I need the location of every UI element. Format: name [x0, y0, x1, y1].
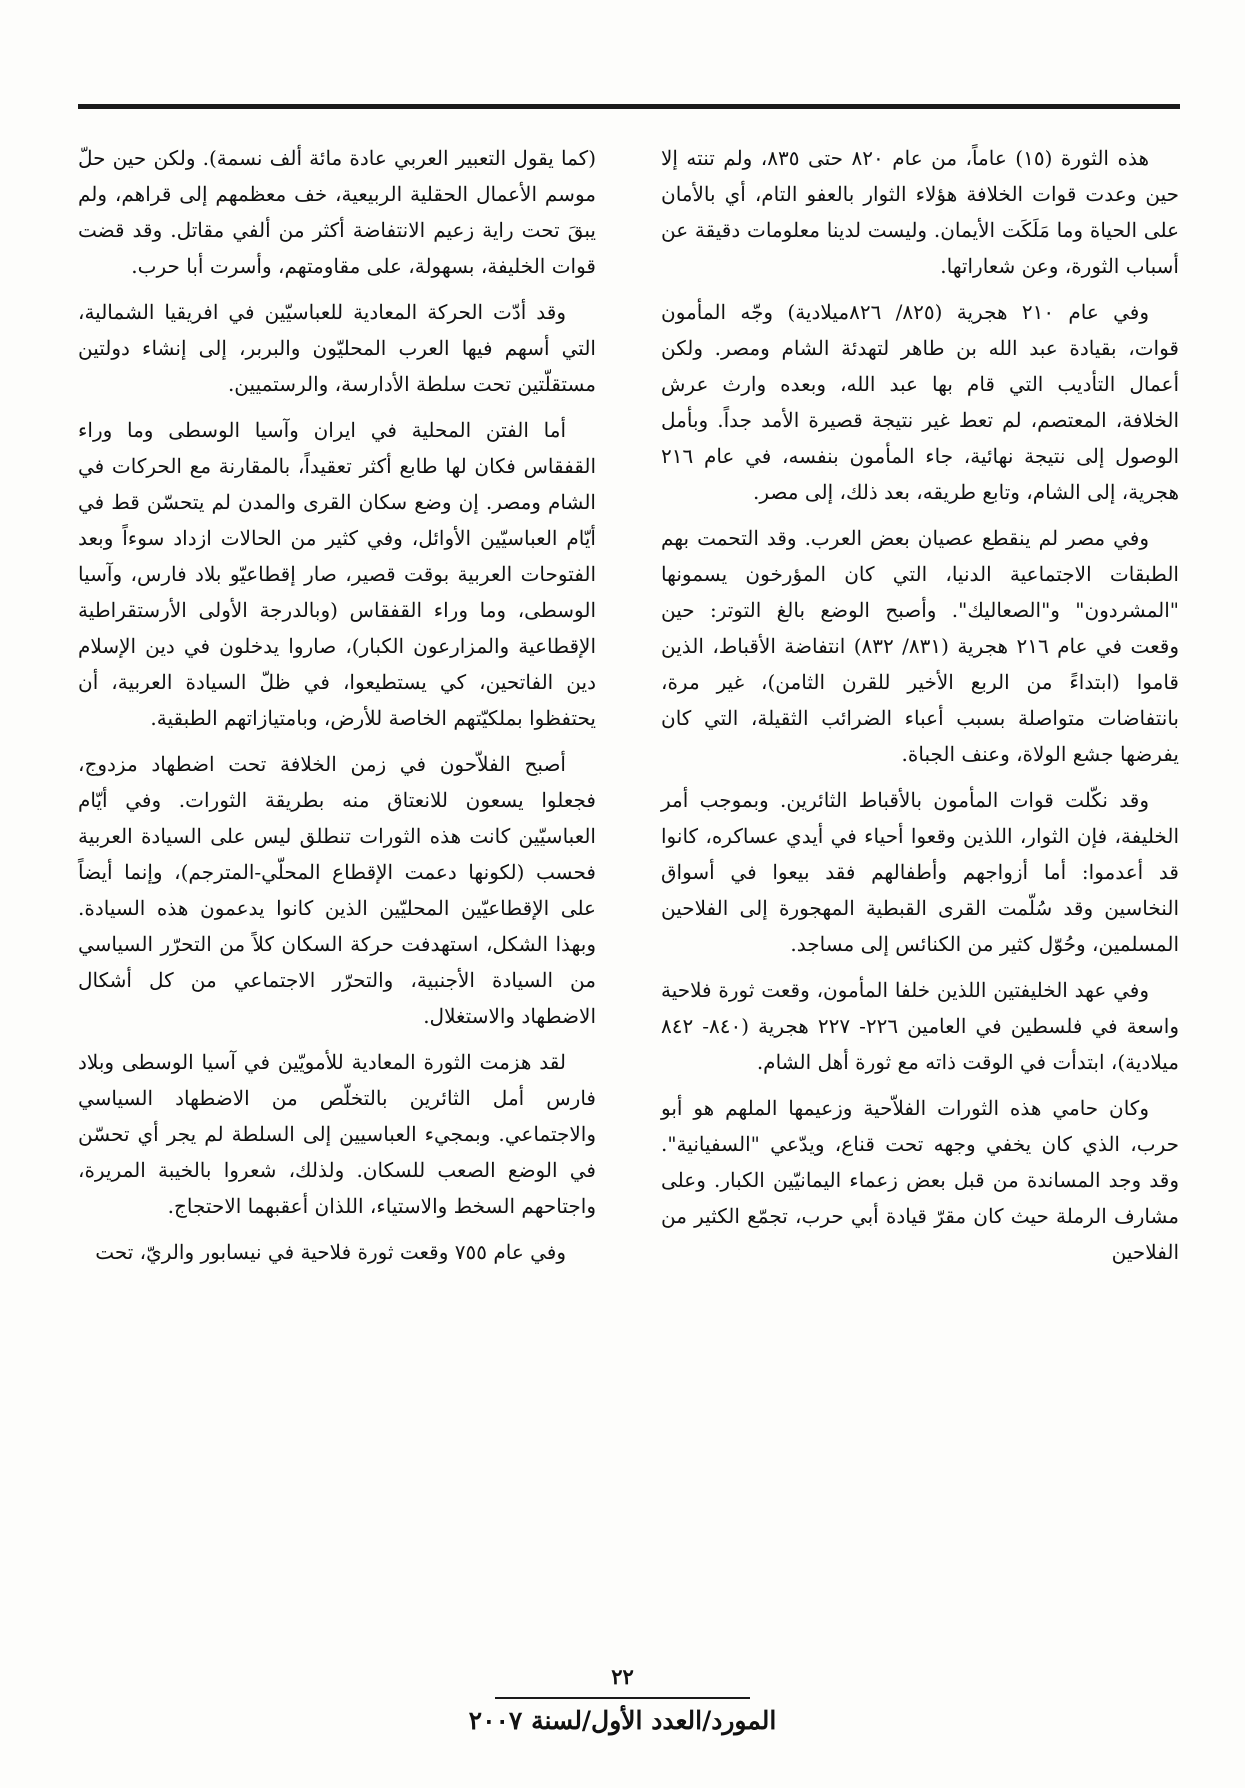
paragraph: أما الفتن المحلية في ايران وآسيا الوسطى وما وراء القفقاس فكان لها طابع أكثر تعقيداً، بالمقارنة مع الحركات في الشام ومصر. إن وضع سكان القرى والمدن لم يتحسّن قط في أيّام العباسيّين الأوائل، وفي كثير من الحالات ازداد سوءاً وبعد الفتوحات العربية بوقت قصير، صار إقطاعيّو بلاد فارس، وآسيا الوسطى، وما وراء القفقاس (وبالدرجة الأولى الأرستقراطية الإقطاعية والمزارعون الكبار)، صاروا يدخلون في دين الإسلام دين الفاتحين، كي يستطيعوا، في ظلّ السيادة العربية، أن يحتفظوا بملكيّتهم الخاصة للأرض، وبامتيازاتهم الطبقية.	[78, 418, 596, 730]
top-rule	[78, 104, 1180, 109]
paragraph: لقد هزمت الثورة المعادية للأمويّين في آسيا الوسطى وبلاد فارس أمل الثائرين بالتخلّص من الاضطهاد السياسي والاجتماعي. وبمجيء العباسيين إلى السلطة لم يجر أي تحسّن في الوضع الصعب للسكان. ولذلك، شعروا بالخيبة المريرة، واجتاحهم السخط والاستياء، اللذان أعقبهما الاحتجاج.	[78, 1050, 596, 1218]
paragraph: وفي عام ٧٥٥ وقعت ثورة فلاحية في نيسابور والريّ، تحت	[95, 1240, 566, 1264]
footer-rule	[495, 1697, 750, 1699]
paragraph: وقد نكّلت قوات المأمون بالأقباط الثائرين. وبموجب أمر الخليفة، فإن الثوار، اللذين وقعوا أحياء في أيدي عساكره، كانوا قد أعدموا: أما أزواجهم وأطفالهم فقد بيعوا في أسواق النخاسين وقد سُلّمت القرى القبطية المهجورة إلى الفلاحين المسلمين، وحُوّل كثير من الكنائس إلى مساجد.	[661, 788, 1179, 956]
paragraph: وكان حامي هذه الثورات الفلاّحية وزعيمها الملهم هو أبو حرب، الذي كان يخفي وجهه تحت قناع، ويدّعي "السفيانية". وقد وجد المساندة من قبل بعض زعماء اليمانيّين الكبار. وعلى مشارف الرملة حيث كان مقرّ قيادة أبي حرب، تجمّع الكثير من الفلاحين	[661, 1096, 1179, 1264]
paragraph: وقد أدّت الحركة المعادية للعباسيّين في افريقيا الشمالية، التي أسهم فيها العرب المحليّون والبربر، إلى إنشاء دولتين مستقلّتين تحت سلطة الأدارسة، والرستميين.	[78, 300, 596, 396]
paragraph: وفي عهد الخليفتين اللذين خلفا المأمون، وقعت ثورة فلاحية واسعة في فلسطين في العامين ٢٢٦- ٢٢٧ هجرية (٨٤٠- ٨٤٢ ميلادية)، ابتدأت في الوقت ذاته مع ثورة أهل الشام.	[661, 978, 1179, 1074]
paragraph: وفي عام ٢١٠ هجرية (٨٢٥/ ٨٢٦ميلادية) وجّه المأمون قوات، بقيادة عبد الله بن طاهر لتهدئة الشام ومصر. ولكن أعمال التأديب التي قام بها عبد الله، وبعده وارث عرش الخلافة، المعتصم، لم تعط غير نتيجة قصيرة الأمد جداً. وبأمل الوصول إلى نتيجة نهائية، جاء المأمون بنفسه، في عام ٢١٦ هجرية، إلى الشام، وتابع طريقه، بعد ذلك، إلى مصر.	[661, 300, 1179, 504]
paragraph: هذه الثورة (١٥) عاماً، من عام ٨٢٠ حتى ٨٣٥، ولم تنته إلا حين وعدت قوات الخلافة هؤلاء الثوار بالعفو التام، أي بالأمان على الحياة وما مَلَكَت الأيمان. وليست لدينا معلومات دقيقة عن أسباب الثورة، وعن شعاراتها.	[661, 146, 1179, 278]
footer-journal-title: المورد/العدد الأول/لسنة ٢٠٠٧	[468, 1706, 777, 1735]
paragraph: أصبح الفلاّحون في زمن الخلافة تحت اضطهاد مزدوج، فجعلوا يسعون للانعتاق منه بطريقة الثورات. وفي أيّام العباسيّين كانت هذه الثورات تنطلق ليس على السيادة العربية فحسب (لكونها دعمت الإقطاع المحلّي-المترجم)، وإنما أيضاً على الإقطاعيّين المحليّين الذين كانوا يدعمون هذه السيادة. وبهذا الشكل، استهدفت حركة السكان كلاً من التحرّر السياسي من السيادة الأجنبية، والتحرّر الاجتماعي من كل أشكال الاضطهاد والاستغلال.	[78, 752, 596, 1028]
paragraph: وفي مصر لم ينقطع عصيان بعض العرب. وقد التحمت بهم الطبقات الاجتماعية الدنيا، التي كان المؤرخون يسمونها "المشردون" و"الصعاليك". وأصبح الوضع بالغ التوتر: حين وقعت في عام ٢١٦ هجرية (٨٣١/ ٨٣٢) انتفاضة الأقباط، الذين قاموا (ابتداءً من الربع الأخير للقرن الثامن)، غير مرة، بانتفاضات متواصلة بسبب أعباء الضرائب الثقيلة، التي كان يفرضها جشع الولاة، وعنف الجباة.	[661, 526, 1179, 766]
page-number: ٢٢	[611, 1664, 634, 1689]
paragraph: (كما يقول التعبير العربي عادة مائة ألف نسمة). ولكن حين حلّ موسم الأعمال الحقلية الربيعية، خف معظمهم إلى قراهم، ولم يبقَ تحت راية زعيم الانتفاضة أكثر من ألفي مقاتل. وقد قضت قوات الخليفة، بسهولة، على مقاومتهم، وأسرت أبا حرب.	[78, 146, 596, 278]
text-column-left	[78, 140, 596, 1280]
text-column-right	[661, 140, 1179, 1280]
